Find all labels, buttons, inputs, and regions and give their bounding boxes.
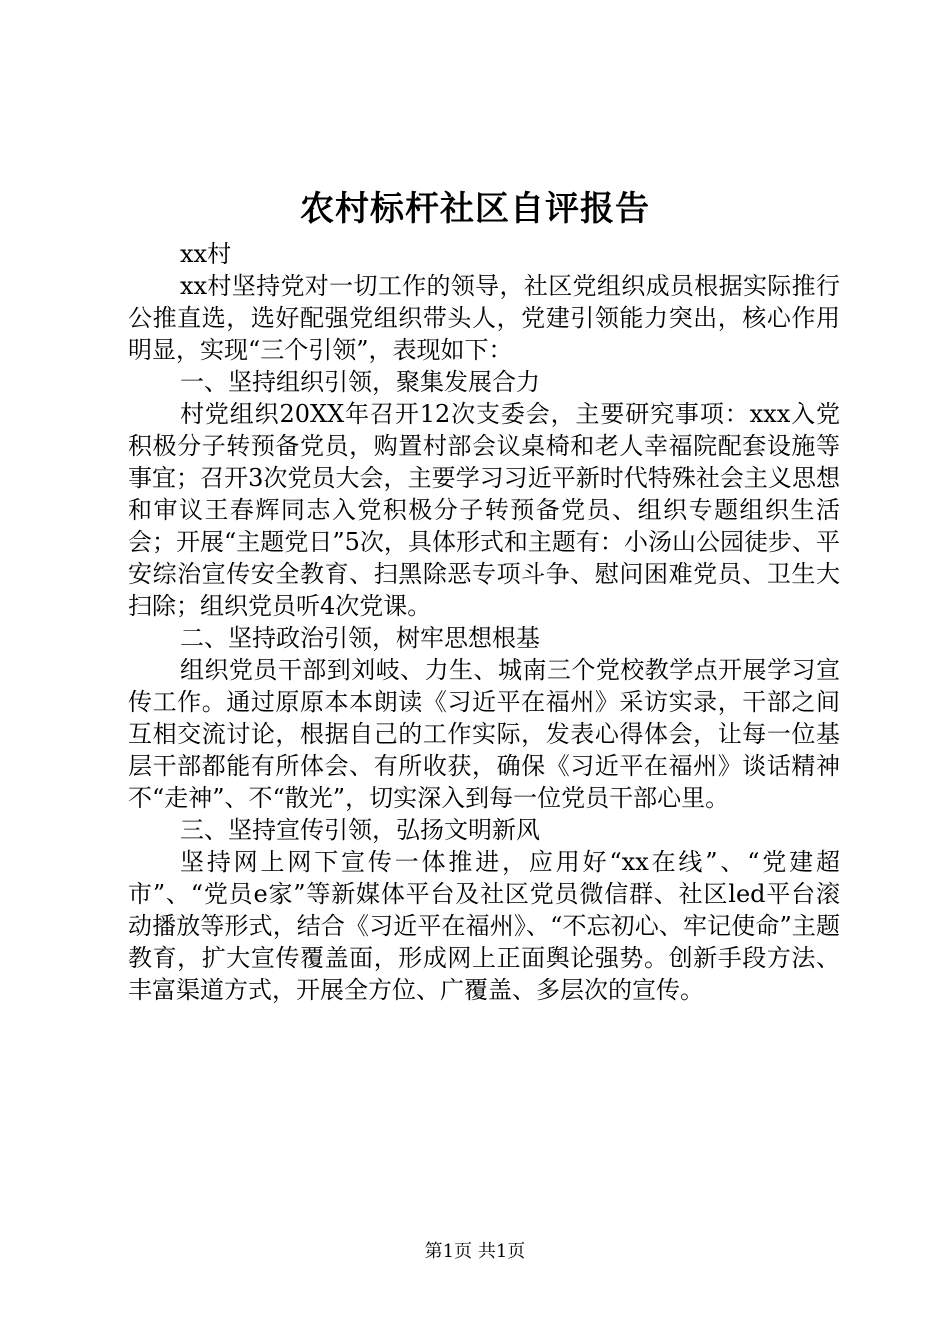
document-body — [128, 238, 840, 1006]
section-heading-3: 三、坚持宣传引领，弘扬文明新风 — [180, 816, 540, 844]
paragraph-intro: xx村坚持党对一切工作的领导，社区党组织成员根据实际推行公推直选，选好配强党组织带头人，党建引领能力突出，核心作用明显，实现“三个引领”，表现如下： — [128, 272, 840, 364]
page-footer: 第1页 共1页 — [424, 1241, 526, 1262]
paragraph-section-1: 村党组织20XX年召开12次支委会，主要研究事项：xxx入党积极分子转预备党员，购置村部会议桌椅和老人幸福院配套设施等事宜；召开3次党员大会，主要学习习近平新时代特殊社会主义思想和审议王春辉同志入党积极分子转预备党员、组织专题组织生活会；开展“主题党日”5次，具体形式和主题有：小汤山公园徒步、平安综治宣传安全教育、扫黑除恶专项斗争、慰问困难党员、卫生大扫除；组织党员听4次党课。 — [128, 400, 840, 620]
section-heading-2: 二、坚持政治引领，树牢思想根基 — [180, 624, 540, 652]
document-title: 农村标杆社区自评报告 — [300, 189, 650, 229]
section-heading-1: 一、坚持组织引领，聚集发展合力 — [180, 368, 540, 396]
paragraph-section-3: 坚持网上网下宣传一体推进，应用好“xx在线”、“党建超市”、“党员e家”等新媒体平台及社区党员微信群、社区led平台滚动播放等形式，结合《习近平在福州》、“不忘初心、牢记使命”主题教育，扩大宣传覆盖面，形成网上正面舆论强势。创新手段方法、丰富渠道方式，开展全方位、广覆盖、多层次的宣传。 — [128, 848, 840, 1004]
paragraph-section-2: 组织党员干部到刘岐、力生、城南三个党校教学点开展学习宣传工作。通过原原本本朗读《习近平在福州》采访实录，干部之间互相交流讨论，根据自己的工作实际，发表心得体会，让每一位基层干部都能有所体会、有所收获，确保《习近平在福州》谈话精神不“走神”、不“散光”，切实深入到每一位党员干部心里。 — [128, 656, 840, 812]
paragraph-village-name: xx村 — [180, 240, 232, 268]
